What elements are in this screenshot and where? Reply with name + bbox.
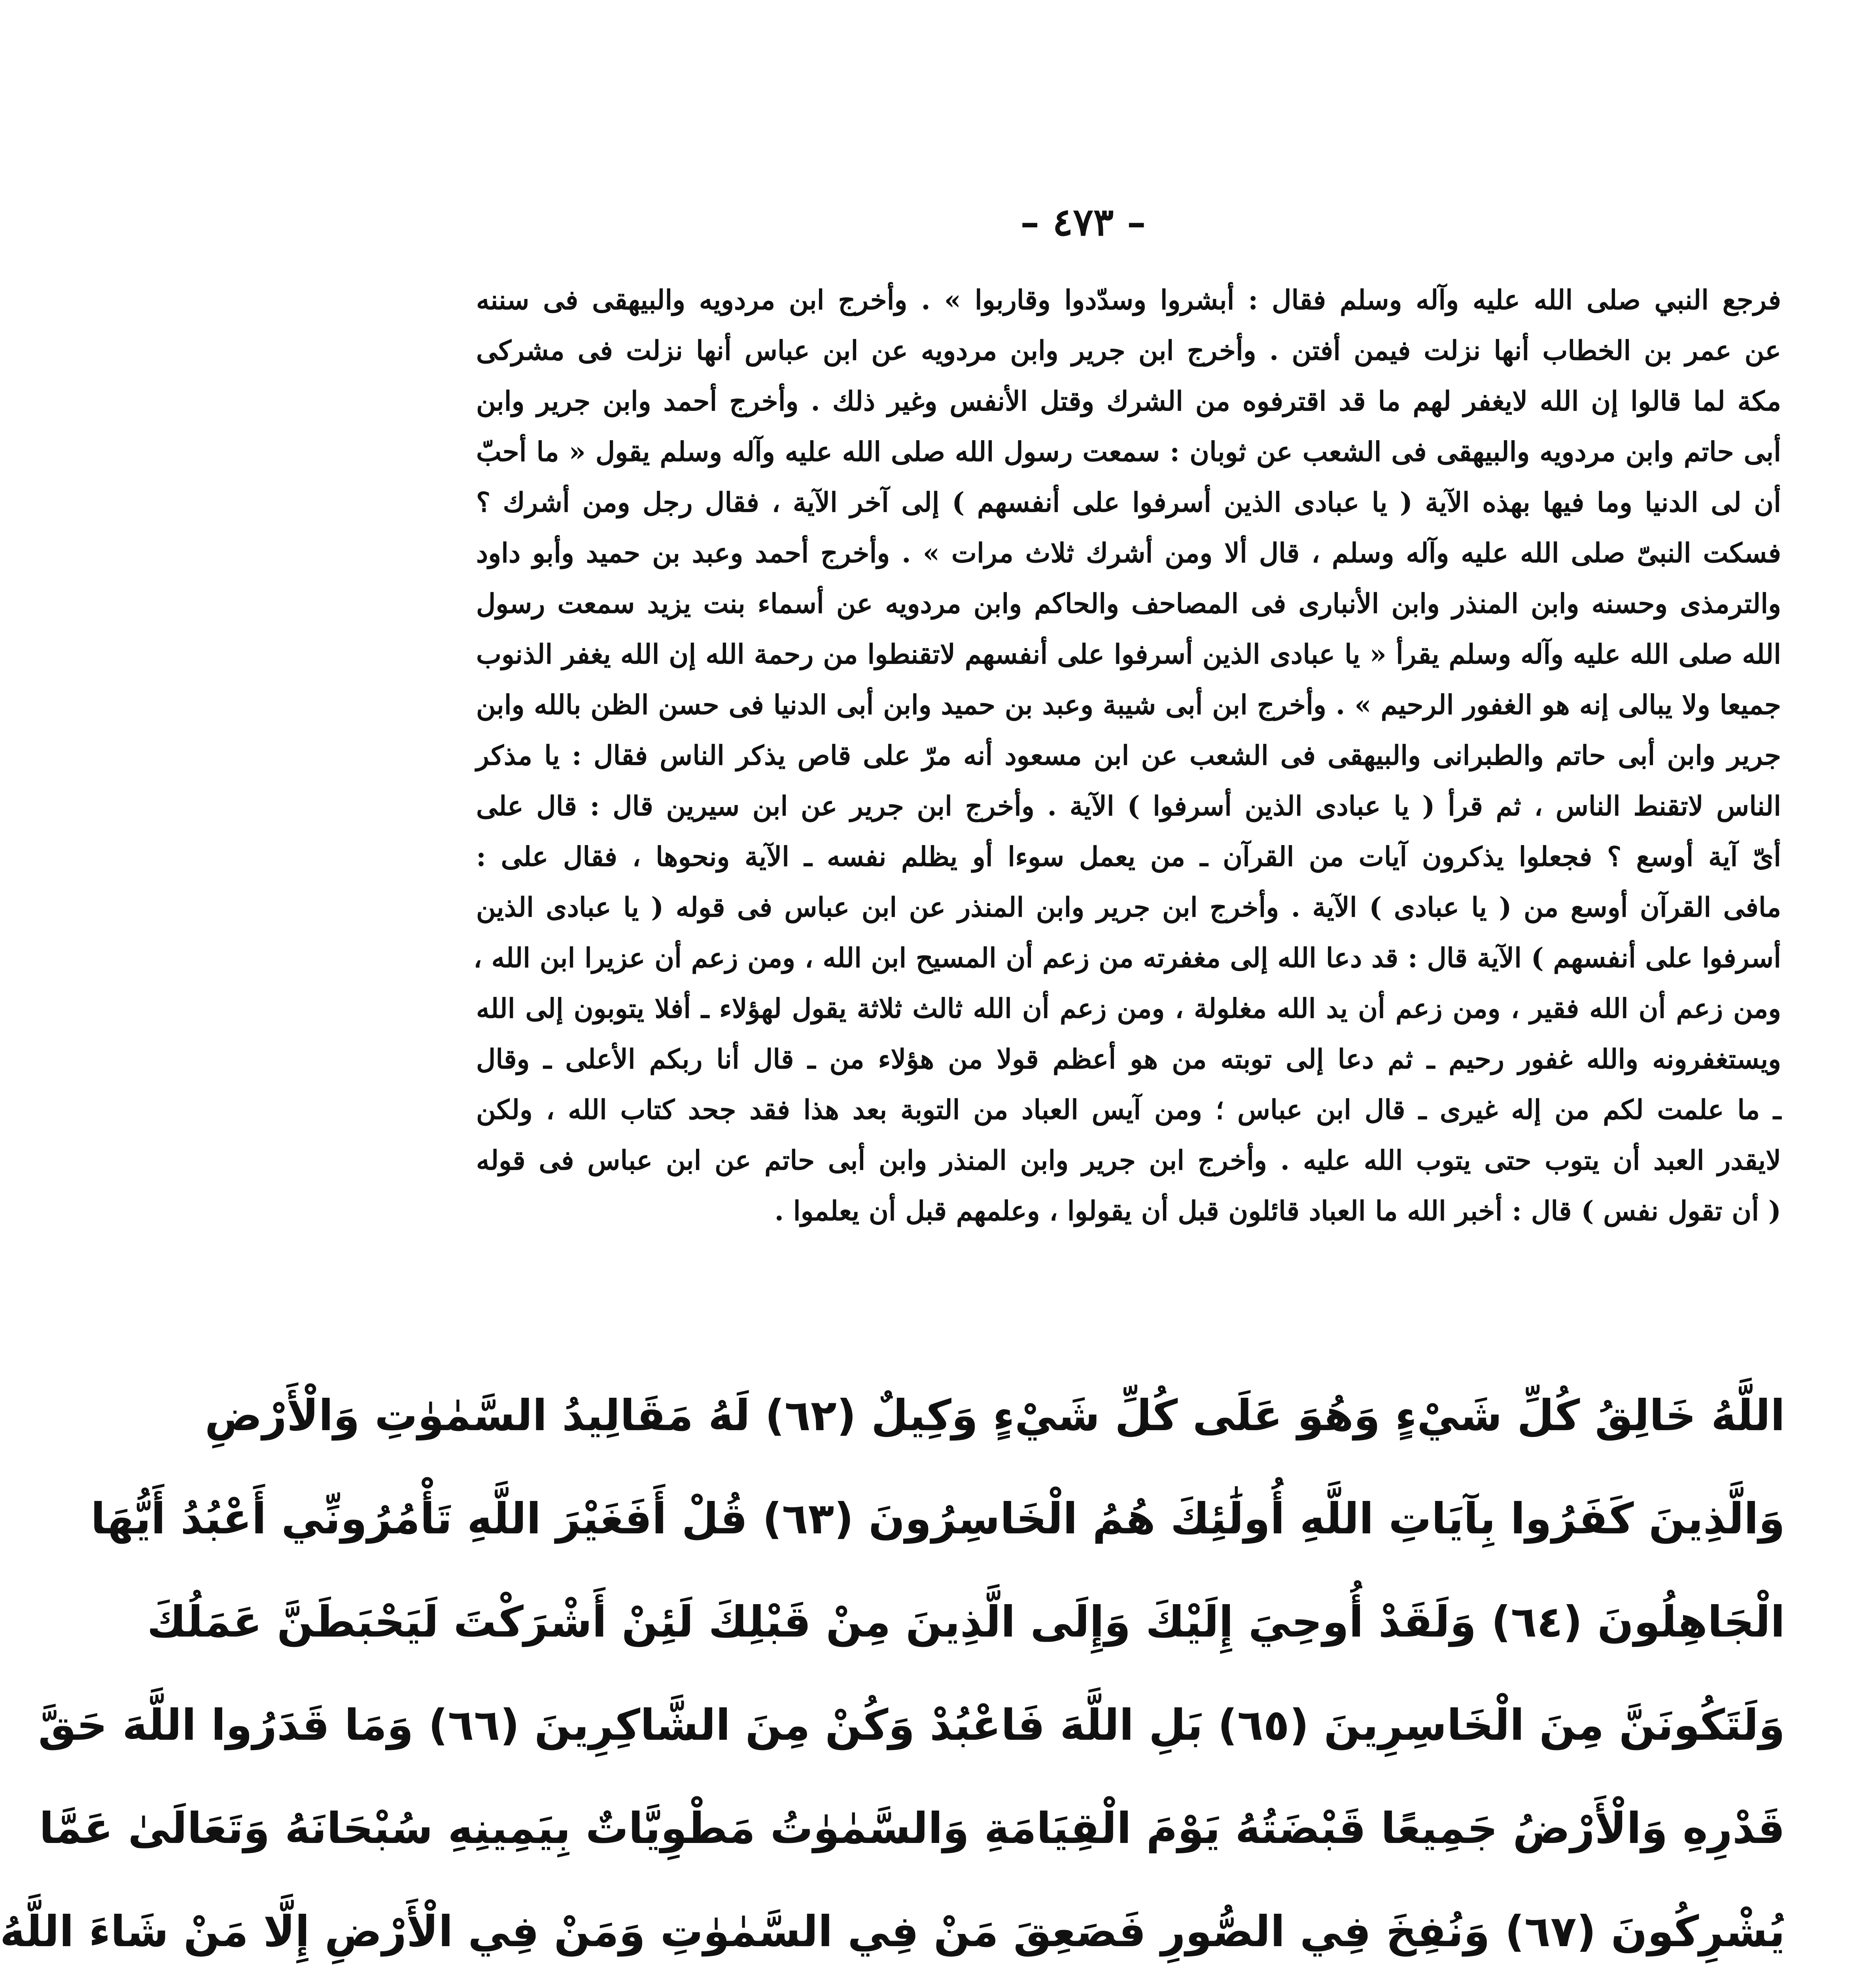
page-number: – ٤٧٣ – <box>1020 200 1146 244</box>
commentary-line: جميعا ولا يبالى إنه هو الغفور الرحيم » . وأخرج ابن أبى شيبة وعبد بن حميد وابن أبى الدنيا فى حسن الظن بالله وابن <box>476 689 1781 721</box>
verse-line: الْجَاهِلُونَ (٦٤) وَلَقَدْ أُوحِيَ إِلَيْكَ وَإِلَى الَّذِينَ مِنْ قَبْلِكَ لَئِنْ أَشْرَكْتَ لَيَحْبَطَنَّ عَمَلُكَ <box>147 1597 1785 1647</box>
commentary-line: أىّ آية أوسع ؟ فجعلوا يذكرون آيات من القرآن ـ من يعمل سوءا أو يظلم نفسه ـ الآية ونحوها ، فقال على : <box>476 841 1781 873</box>
commentary-line: فرجع النبي صلى الله عليه وآله وسلم فقال : أبشروا وسدّدوا وقاربوا » . وأخرج ابن مردويه والبيهقى فى سننه <box>476 284 1781 316</box>
commentary-text <box>473 275 1781 1236</box>
commentary-line: والترمذى وحسنه وابن المنذر وابن الأنبارى فى المصاحف والحاكم وابن مردويه عن أسماء بنت يزيد سمعت رسول <box>476 588 1781 620</box>
commentary-line: عن عمر بن الخطاب أنها نزلت فيمن أفتن . وأخرج ابن جرير وابن مردويه عن ابن عباس أنها نزلت فى مشركى <box>476 335 1781 367</box>
commentary-line: مكة لما قالوا إن الله لايغفر لهم ما قد اقترفوه من الشرك وقتل الأنفس وغير ذلك . وأخرج أحمد وابن جرير وابن <box>476 386 1781 417</box>
commentary-line: فسكت النبىّ صلى الله عليه وآله وسلم ، قال ألا ومن أشرك ثلاث مرات » . وأخرج أحمد وعبد بن حميد وأبو داود <box>476 537 1781 569</box>
commentary-line: الله صلى الله عليه وآله وسلم يقرأ « يا عبادى الذين أسرفوا على أنفسهم لاتقنطوا من رحمة الله إن الله يغفر الذنوب <box>476 639 1781 670</box>
commentary-line: ومن زعم أن الله فقير ، ومن زعم أن يد الله مغلولة ، ومن زعم أن الله ثالث ثلاثة يقول لهؤلاء ـ أفلا يتوبون إلى الله <box>476 993 1781 1024</box>
commentary-line: ـ ما علمت لكم من إله غيرى ـ قال ابن عباس ؛ ومن آيس العباد من التوبة بعد هذا فقد جحد كتاب الله ، ولكن <box>476 1094 1781 1126</box>
verse-line: وَلَتَكُونَنَّ مِنَ الْخَاسِرِينَ (٦٥) بَلِ اللَّهَ فَاعْبُدْ وَكُنْ مِنَ الشَّاكِرِينَ (٦٦) وَمَا قَدَرُوا اللَّهَ حَقَّ <box>38 1701 1785 1750</box>
commentary-line: جرير وابن أبى حاتم والطبرانى والبيهقى فى الشعب عن ابن مسعود أنه مرّ على قاص يذكر الناس فقال : يا مذكر <box>476 740 1781 771</box>
verse-line: يُشْرِكُونَ (٦٧) وَنُفِخَ فِي الصُّورِ فَصَعِقَ مَنْ فِي السَّمٰوٰتِ وَمَنْ فِي الْأَرْضِ إِلَّا مَنْ شَاءَ اللَّهُ <box>0 1907 1785 1956</box>
verse-line: قَدْرِهِ وَالْأَرْضُ جَمِيعًا قَبْضَتُهُ يَوْمَ الْقِيَامَةِ وَالسَّمٰوٰتُ مَطْوِيَّاتٌ بِيَمِينِهِ سُبْحَانَهُ وَتَعَالَىٰ عَمَّا <box>39 1804 1785 1853</box>
commentary-line: الناس لاتقنط الناس ، ثم قرأ ( يا عبادى الذين أسرفوا ) الآية . وأخرج ابن جرير عن ابن سيرين قال : قال على <box>476 790 1781 822</box>
quran-verses <box>0 1364 1785 1977</box>
commentary-line: ويستغفرونه والله غفور رحيم ـ ثم دعا إلى توبته من هو أعظم قولا من هؤلاء من ـ قال أنا ربكم الأعلى ـ وقال <box>476 1043 1781 1075</box>
commentary-line: مافى القرآن أوسع من ( يا عبادى ) الآية . وأخرج ابن جرير وابن المنذر عن ابن عباس فى قوله ( يا عبادى الذين <box>476 892 1781 923</box>
commentary-line: أسرفوا على أنفسهم ) الآية قال : قد دعا الله إلى مغفرته من زعم أن المسيح ابن الله ، ومن زعم أن عزيرا ابن الله ، <box>473 942 1781 974</box>
commentary-line: لايقدر العبد أن يتوب حتى يتوب الله عليه . وأخرج ابن جرير وابن المنذر وابن أبى حاتم عن ابن عباس فى قوله <box>476 1145 1781 1176</box>
commentary-line: ( أن تقول نفس ) قال : أخبر الله ما العباد قائلون قبل أن يقولوا ، وعلمهم قبل أن يعلموا . <box>774 1195 1781 1227</box>
commentary-line: أن لى الدنيا وما فيها بهذه الآية ( يا عبادى الذين أسرفوا على أنفسهم ) إلى آخر الآية ، فقال رجل ومن أشرك ؟ <box>476 487 1781 518</box>
commentary-line: أبى حاتم وابن مردويه والبيهقى فى الشعب عن ثوبان : سمعت رسول الله صلى الله عليه وآله وسلم يقول « ما أحبّ <box>476 436 1781 468</box>
verse-line: وَالَّذِينَ كَفَرُوا بِآيَاتِ اللَّهِ أُولَٰئِكَ هُمُ الْخَاسِرُونَ (٦٣) قُلْ أَفَغَيْرَ اللَّهِ تَأْمُرُونِّي أَعْبُدُ أَيُّهَا <box>91 1494 1785 1544</box>
verse-line: اللَّهُ خَالِقُ كُلِّ شَيْءٍ وَهُوَ عَلَى كُلِّ شَيْءٍ وَكِيلٌ (٦٢) لَهُ مَقَالِيدُ السَّمٰوٰتِ وَالْأَرْضِ <box>204 1391 1785 1440</box>
